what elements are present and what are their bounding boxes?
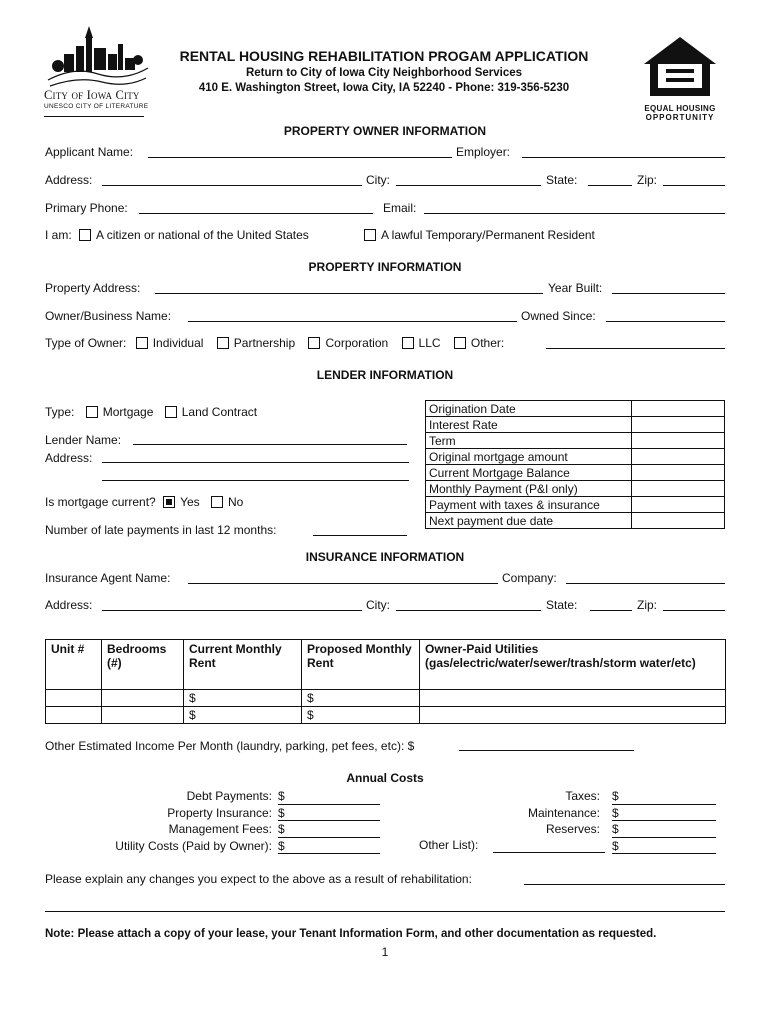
management-fees-label: Management Fees: [168,822,272,836]
city-skyline-icon [44,24,152,92]
maintenance-label: Maintenance: [527,805,600,820]
unit-cell[interactable] [46,690,102,707]
proposed-rent-cell[interactable]: $ [302,690,420,707]
loan-row-label: Payment with taxes & insurance [426,497,632,513]
annual-costs-right [480,788,600,838]
owner-business-name-label: Owner/Business Name: [45,309,172,323]
applicant-name-label: Applicant Name: [45,145,134,159]
no-label: No [227,495,244,509]
currency-symbol: $ [278,789,285,803]
table-row [426,513,725,529]
primary-phone-field[interactable] [139,213,373,214]
city-field[interactable] [396,185,541,186]
address-field[interactable] [102,185,362,186]
management-fees-field[interactable] [278,821,380,838]
utilities-cell[interactable] [420,707,726,724]
currency-symbol: $ [612,789,619,803]
property-address-label: Property Address: [45,281,141,295]
explain-field[interactable] [524,884,725,885]
loan-row-label: Current Mortgage Balance [426,465,632,481]
city-logo [44,24,152,118]
logo-underline [44,116,144,117]
maintenance-field[interactable] [612,805,716,822]
explain-label: Please explain any changes you expect to the above as a result of rehabilitation: [45,872,472,886]
bedrooms-cell[interactable] [102,707,184,724]
loan-row-value[interactable] [632,449,725,465]
other-label: Other: [470,336,505,350]
loan-row-label: Monthly Payment (P&I only) [426,481,632,497]
state-field[interactable] [588,185,632,186]
lender-name-label: Lender Name: [45,433,122,447]
owned-since-field[interactable] [606,321,725,322]
primary-phone-label: Primary Phone: [45,201,128,215]
other-income-field[interactable] [459,750,634,751]
corporation-checkbox[interactable] [308,337,320,349]
loan-row-label: Next payment due date [426,513,632,529]
citizen-label: A citizen or national of the United States [96,228,309,242]
city-label: City: [366,173,390,187]
partnership-label: Partnership [233,336,296,350]
owned-since-label: Owned Since: [521,309,596,323]
currency-symbol: $ [278,822,285,836]
type-of-owner-label: Type of Owner: [45,336,127,350]
late-payments-field[interactable] [313,535,407,536]
other-income-label: Other Estimated Income Per Month (laundry, parking, pet fees, etc): $ [45,739,415,753]
loan-row-value[interactable] [632,433,725,449]
table-row [426,465,725,481]
resident-label: A lawful Temporary/Permanent Resident [381,228,595,242]
currency-symbol: $ [278,838,285,853]
debt-payments-field[interactable] [278,788,380,805]
annual-costs-left-fields [278,788,380,854]
loan-row-value[interactable] [632,401,725,417]
email-field[interactable] [424,213,725,214]
insurance-address-field[interactable] [102,610,362,611]
lender-address-field-2[interactable] [102,480,409,481]
annual-costs-right-fields [612,788,716,854]
zip-field[interactable] [663,185,725,186]
col-proposed-rent: Proposed Monthly Rent [302,640,420,690]
city-tagline: UNESCO CITY OF LITERATURE [44,103,149,110]
individual-checkbox[interactable] [136,337,148,349]
table-row [426,433,725,449]
partnership-checkbox[interactable] [217,337,229,349]
other-owner-field[interactable] [546,348,725,349]
late-payments-label: Number of late payments in last 12 months: [45,523,277,537]
owner-heading: PROPERTY OWNER INFORMATION [283,124,487,138]
address-line: 410 E. Washington Street, Iowa City, IA 52240 - Phone: 319-356-5230 [198,82,570,94]
loan-row-value[interactable] [632,465,725,481]
agent-name-field[interactable] [188,583,498,584]
insurance-city-label: City: [366,598,390,612]
col-current-rent: Current Monthly Rent [184,640,302,690]
table-row [46,707,726,724]
units-table [45,639,726,724]
lender-address-field[interactable] [102,462,409,463]
eho-line1: EQUAL HOUSING [644,104,716,113]
corporation-label: Corporation [325,336,389,350]
no-checkbox[interactable] [211,496,223,508]
address-label: Address: [45,173,93,187]
loan-row-label: Origination Date [426,401,632,417]
equal-housing-logo [636,34,724,122]
table-row [426,497,725,513]
company-field[interactable] [566,583,725,584]
citizen-checkbox[interactable] [79,229,91,241]
lender-type-row [45,405,257,419]
land-contract-checkbox[interactable] [165,406,177,418]
reserves-label: Reserves: [545,822,600,836]
llc-label: LLC [418,336,441,350]
col-unit: Unit # [46,640,102,690]
year-built-label: Year Built: [548,281,603,295]
table-row [426,449,725,465]
house-icon [636,34,724,100]
i-am-label: I am: [45,228,72,242]
year-built-field[interactable] [612,293,725,294]
utility-costs-label: Utility Costs (Paid by Owner): [115,838,272,853]
annual-costs-left [60,788,272,854]
eho-line2: OPPORTUNITY [645,113,715,122]
loan-row-label: Term [426,433,632,449]
type-of-owner-row [45,336,504,350]
property-insurance-field[interactable] [278,805,380,822]
mortgage-checkbox[interactable] [86,406,98,418]
owner-business-name-field[interactable] [188,321,517,322]
other-list-label: Other List): [419,838,479,852]
utilities-cell[interactable] [420,690,726,707]
loan-row-value[interactable] [632,513,725,529]
lender-address-label: Address: [45,451,93,465]
page-title: RENTAL HOUSING REHABILITATION PROGAM APPLICATION [179,48,589,64]
debt-payments-label: Debt Payments: [186,789,272,803]
lender-name-field[interactable] [133,444,407,445]
yes-checkbox[interactable] [163,496,175,508]
insurance-city-field[interactable] [396,610,541,611]
individual-label: Individual [152,336,204,350]
property-heading: PROPERTY INFORMATION [308,260,462,274]
property-address-field[interactable] [155,293,543,294]
insurance-state-label: State: [546,598,578,612]
zip-label: Zip: [637,173,658,187]
bedrooms-cell[interactable] [102,690,184,707]
email-label: Email: [383,201,417,215]
loan-row-value[interactable] [632,481,725,497]
currency-symbol: $ [612,838,619,853]
utility-costs-field[interactable] [278,838,380,855]
current-rent-cell[interactable]: $ [184,707,302,724]
loan-details-table [425,400,725,529]
yes-label: Yes [180,495,200,509]
property-insurance-label: Property Insurance: [167,805,272,820]
loan-row-label: Interest Rate [426,417,632,433]
table-row [426,417,725,433]
current-rent-cell[interactable]: $ [184,690,302,707]
return-line: Return to City of Iowa City Neighborhood Services [245,67,523,79]
currency-symbol: $ [278,805,285,820]
taxes-field[interactable] [612,788,716,805]
loan-row-value[interactable] [632,417,725,433]
lender-heading: LENDER INFORMATION [316,368,454,382]
loan-row-label: Original mortgage amount [426,449,632,465]
taxes-label: Taxes: [565,789,600,803]
insurance-heading: INSURANCE INFORMATION [305,550,465,564]
applicant-name-field[interactable] [148,157,452,158]
insurance-address-label: Address: [45,598,93,612]
citizenship-row [45,228,309,242]
other-list-field[interactable] [612,838,716,855]
insurance-zip-label: Zip: [637,598,658,612]
company-label: Company: [502,571,557,585]
insurance-zip-field[interactable] [663,610,725,611]
table-row [46,690,726,707]
unit-cell[interactable] [46,707,102,724]
land-contract-label: Land Contract [181,405,258,419]
explain-field-2[interactable] [45,911,725,912]
agent-name-label: Insurance Agent Name: [45,571,171,585]
col-utilities: Owner-Paid Utilities (gas/electric/water/sewer/trash/storm water/etc) [420,640,726,690]
proposed-rent-cell[interactable]: $ [302,707,420,724]
col-bedrooms: Bedrooms (#) [102,640,184,690]
employer-field[interactable] [522,157,725,158]
other-list-desc-field[interactable] [493,852,605,853]
lender-type-label: Type: [45,405,75,419]
table-header-row [46,640,726,690]
loan-row-value[interactable] [632,497,725,513]
other-checkbox[interactable] [454,337,466,349]
state-label: State: [546,173,578,187]
employer-label: Employer: [456,145,511,159]
mortgage-label: Mortgage [102,405,154,419]
annual-costs-heading: Annual Costs [346,771,424,785]
reserves-field[interactable] [612,821,716,838]
llc-checkbox[interactable] [402,337,414,349]
currency-symbol: $ [612,822,619,836]
mortgage-current-row [45,495,243,509]
table-row [426,481,725,497]
attachment-note: Note: Please attach a copy of your lease, your Tenant Information Form, and other documentation as requested. [45,928,657,940]
city-name: City of Iowa City [44,88,140,102]
page-number: 1 [381,945,389,959]
insurance-state-field[interactable] [590,610,632,611]
mortgage-current-label: Is mortgage current? [45,495,156,509]
resident-option [364,228,595,242]
table-row [426,401,725,417]
resident-checkbox[interactable] [364,229,376,241]
currency-symbol: $ [612,805,619,820]
